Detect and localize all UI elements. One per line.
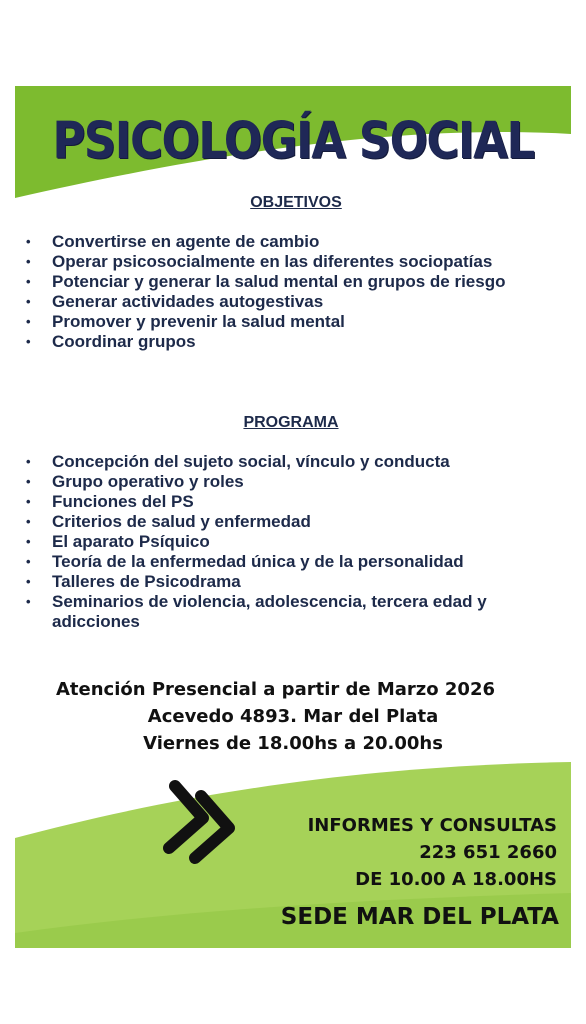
objetivos-heading: OBJETIVOS bbox=[250, 194, 342, 211]
programa-list bbox=[15, 452, 555, 632]
list-item: • Generar actividades autogestivas bbox=[15, 292, 555, 312]
list-item: • El aparato Psíquico bbox=[15, 532, 555, 552]
attendance-start: Atención Presencial a partir de Marzo 2026 bbox=[55, 679, 496, 700]
list-item: • Promover y prevenir la salud mental bbox=[15, 312, 555, 332]
list-item: • Concepción del sujeto social, vínculo y conducta bbox=[15, 452, 555, 472]
list-item: • Talleres de Psicodrama bbox=[15, 572, 555, 592]
list-item: • Convertirse en agente de cambio bbox=[15, 232, 555, 252]
contact-hours: DE 10.00 A 18.00HS bbox=[355, 869, 557, 890]
programa-heading: PROGRAMA bbox=[243, 414, 339, 431]
list-item: • Teoría de la enfermedad única y de la personalidad bbox=[15, 552, 555, 572]
double-chevron-icon bbox=[155, 776, 245, 866]
list-item: • Funciones del PS bbox=[15, 492, 555, 512]
list-item: • Criterios de salud y enfermedad bbox=[15, 512, 555, 532]
contact-label: INFORMES Y CONSULTAS bbox=[307, 815, 557, 836]
flyer bbox=[15, 86, 571, 948]
page-title: PSICOLOGÍA SOCIAL bbox=[52, 110, 534, 171]
attendance-schedule: Viernes de 18.00hs a 20.00hs bbox=[143, 733, 443, 754]
list-item: • Potenciar y generar la salud mental en grupos de riesgo bbox=[15, 272, 555, 292]
objetivos-list bbox=[15, 232, 555, 352]
contact-info bbox=[308, 812, 557, 893]
list-item: • Coordinar grupos bbox=[15, 332, 555, 352]
attendance-info bbox=[15, 676, 571, 757]
list-item: • Operar psicosocialmente en las diferentes sociopatías bbox=[15, 252, 555, 272]
attendance-address: Acevedo 4893. Mar del Plata bbox=[147, 706, 439, 727]
contact-phone[interactable]: 223 651 2660 bbox=[419, 842, 557, 863]
list-item: • Grupo operativo y roles bbox=[15, 472, 555, 492]
list-item: • Seminarios de violencia, adolescencia, tercera edad y adicciones bbox=[15, 592, 555, 632]
sede-label: SEDE MAR DEL PLATA bbox=[280, 904, 559, 930]
